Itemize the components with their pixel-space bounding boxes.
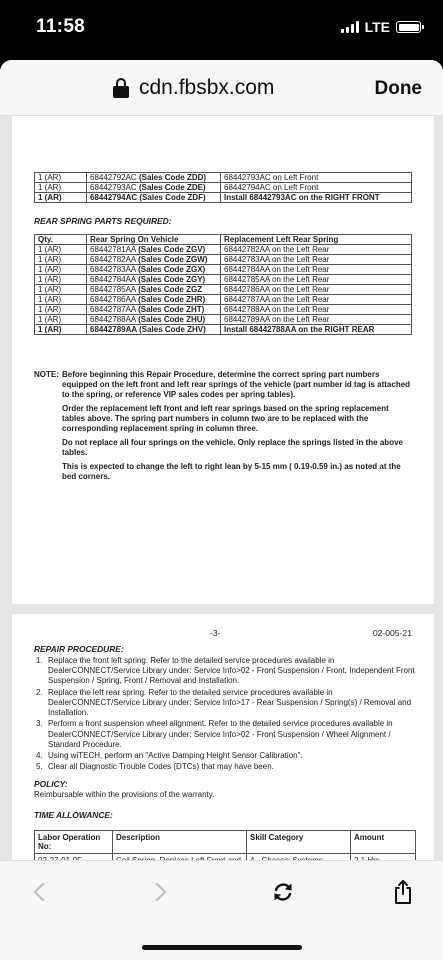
address-field[interactable]: [113, 76, 274, 100]
qty-cell: 1 (AR): [35, 265, 87, 275]
share-button[interactable]: [388, 877, 418, 907]
replacement-cell: 68442788AA on the Left Rear: [221, 305, 412, 315]
replacement-cell: Install 68442793AC on the RIGHT FRONT: [221, 193, 412, 203]
policy-title: POLICY:: [34, 779, 68, 789]
table-row: [35, 305, 412, 315]
qty-cell: 1 (AR): [35, 183, 87, 193]
network-label: LTE: [364, 19, 390, 35]
replacement-cell: 68442793AC on Left Front: [221, 173, 412, 183]
part-cell: [87, 265, 221, 275]
document-page: [12, 116, 434, 604]
qty-cell: 1 (AR): [35, 275, 87, 285]
done-button[interactable]: Done: [374, 78, 422, 99]
repair-step: 4. Using wiTECH, perform an "Active Damping Height Sensor Calibration".: [36, 751, 303, 761]
reload-icon: [272, 881, 294, 903]
table-row: [35, 275, 412, 285]
note-paragraph: Do not replace all four springs on the vehicle. Only replace the springs listed in the above tables.: [62, 438, 403, 457]
table-row: [35, 193, 412, 203]
browser-sheet: [0, 60, 443, 960]
header-cell: Skill Category: [247, 831, 351, 854]
replacement-cell: 68442786AA on the Left Rear: [221, 285, 412, 295]
part-number: 68442793AC: [90, 183, 137, 192]
part-number: 68442792AC: [90, 173, 137, 182]
part-number: 68442794AC: [90, 193, 138, 202]
table-row: [35, 255, 412, 265]
header-cell: Replacement Left Rear Spring: [221, 235, 412, 245]
repair-step: 2. Replace the left rear spring. Refer to the detailed service procedures available in DealerCONNECT/Service Library under: Service Info>17 - Rear Suspension / Spring(s) / Removal and Installation.: [36, 687, 412, 718]
part-cell: [87, 173, 221, 183]
part-cell: [87, 285, 221, 295]
part-number: 68442782AA: [90, 255, 136, 264]
sales-code: (Sales Code ZHU): [138, 315, 206, 324]
sales-code: (Sales Code ZGZ: [138, 285, 203, 294]
part-cell: [87, 193, 221, 203]
replacement-cell: 68442782AA on the Left Rear: [221, 245, 412, 255]
part-cell: [87, 325, 221, 335]
part-cell: [87, 255, 221, 265]
signal-icon: [341, 21, 359, 33]
note-paragraph: Order the replacement left front and left rear springs based on the spring replacement tables above. The spring part numbers in column two are to be replaced with the corresponding replacement spring in column three.: [62, 404, 389, 433]
note-label: NOTE:: [34, 370, 59, 379]
note-paragraph: Before beginning this Repair Procedure, determine the correct spring part numbers equipped on the left front and left rear springs of the vehicle (part number id tag is attached to the spring, or reference VIP sales codes per spring tables).: [62, 370, 411, 399]
replacement-cell: 68442789AA on the Left Rear: [221, 315, 412, 325]
qty-cell: 1 (AR): [35, 295, 87, 305]
document-number: 02-005-21: [372, 628, 412, 638]
chevron-left-icon: [32, 882, 46, 902]
replacement-cell: 68442785AA on the Left Rear: [221, 275, 412, 285]
table-row: [35, 183, 412, 193]
policy-text: Reimbursable within the provisions of the warranty.: [34, 790, 215, 799]
table-header-row: [35, 831, 416, 854]
repair-step: 5. Clear all Diagnostic Trouble Codes (DTCs) that may have been.: [36, 762, 274, 772]
home-indicator[interactable]: [142, 945, 302, 950]
replacement-cell: Install 68442788AA on the RIGHT REAR: [221, 325, 412, 335]
table-row: [35, 265, 412, 275]
sales-code: (Sales Code ZGW): [138, 255, 208, 264]
replacement-cell: 68442787AA on the Left Rear: [221, 295, 412, 305]
header-cell: Labor Operation No:: [35, 831, 113, 854]
table-header-row: [35, 235, 412, 245]
forward-button[interactable]: [146, 877, 176, 907]
qty-cell: 1 (AR): [35, 325, 87, 335]
part-number: 68442786AA: [90, 295, 136, 304]
table-row: [35, 245, 412, 255]
header-cell: Description: [113, 831, 247, 854]
sales-code: (Sales Code ZHR): [138, 295, 206, 304]
sales-code: (Sales Code ZGY): [138, 275, 206, 284]
note-block: [34, 370, 414, 486]
note-paragraph: This is expected to change the left to right lean by 5-15 mm ( 0.19-0.59 in.) as noted at the bed corners.: [62, 462, 401, 481]
repair-step: 3. Perform a front suspension wheel alignment. Refer to the detailed service procedures available in DealerCONNECT/Service Library under: Service Info>02 - Front Suspension / Wheel Alignment / Standard Procedure.: [36, 719, 393, 749]
replacement-cell: 68442794AC on Left Front: [221, 183, 412, 193]
table-row: [35, 285, 412, 295]
replacement-cell: 68442784AA on the Left Rear: [221, 265, 412, 275]
header-cell: Rear Spring On Vehicle: [87, 235, 221, 245]
table-row: [35, 173, 412, 183]
page-number: -3-: [210, 628, 221, 638]
part-cell: [87, 275, 221, 285]
reload-button[interactable]: [268, 877, 298, 907]
part-number: 68442788AA: [90, 315, 136, 324]
share-icon: [393, 879, 413, 905]
part-number: 68442783AA: [90, 265, 136, 274]
chevron-right-icon: [154, 882, 168, 902]
status-indicators: [341, 19, 421, 35]
front-spring-table: [34, 172, 412, 203]
sales-code: (Sales Code ZDF): [139, 193, 206, 202]
qty-cell: 1 (AR): [35, 173, 87, 183]
browser-toolbar: [0, 860, 443, 960]
qty-cell: 1 (AR): [35, 255, 87, 265]
header-cell: Qty.: [35, 235, 87, 245]
sales-code: (Sales Code ZHT): [138, 305, 205, 314]
qty-cell: 1 (AR): [35, 245, 87, 255]
part-number: 68442784AA: [90, 275, 136, 284]
table-row: [35, 315, 412, 325]
part-number: 68442781AA: [90, 245, 136, 254]
battery-fill: [399, 24, 419, 31]
qty-cell: 1 (AR): [35, 193, 87, 203]
repair-step: 1. Replace the front left spring. Refer to the detailed service procedures available in DealerCONNECT/Service Library under: Service Info>02 - Front Suspension / Front, Independent Front Suspension / Spring, Front / Removal and Installation.: [36, 656, 415, 686]
sales-code: (Sales Code ZDD): [138, 173, 207, 182]
url-bar: [0, 60, 443, 116]
part-number: 68442787AA: [90, 305, 136, 314]
qty-cell: 1 (AR): [35, 315, 87, 325]
part-cell: [87, 315, 221, 325]
lock-icon: [113, 78, 129, 98]
battery-icon: [396, 21, 421, 33]
sales-code: (Sales Code ZHV): [139, 325, 206, 334]
rear-spring-table: [34, 234, 412, 335]
part-number: 68442785AA: [90, 285, 136, 294]
table-row: [35, 325, 412, 335]
part-number: 68442789AA: [90, 325, 137, 334]
part-cell: [87, 183, 221, 193]
repair-steps: [34, 656, 416, 774]
status-bar: [0, 0, 443, 56]
replacement-cell: 68442783AA on the Left Rear: [221, 255, 412, 265]
back-button[interactable]: [24, 877, 54, 907]
qty-cell: 1 (AR): [35, 285, 87, 295]
sales-code: (Sales Code ZGX): [138, 265, 206, 274]
sales-code: (Sales Code ZDE): [138, 183, 206, 192]
part-cell: [87, 295, 221, 305]
url-text: cdn.fbsbx.com: [139, 76, 275, 99]
part-cell: [87, 305, 221, 315]
time-allowance-title: TIME ALLOWANCE:: [34, 810, 113, 820]
document-viewer[interactable]: [0, 116, 443, 916]
rear-section-title: REAR SPRING PARTS REQUIRED:: [34, 216, 172, 226]
status-time: 11:58: [36, 16, 86, 37]
table-row: [35, 295, 412, 305]
sales-code: (Sales Code ZGV): [138, 245, 206, 254]
header-cell: Amount: [351, 831, 416, 854]
part-cell: [87, 245, 221, 255]
repair-procedure-title: REPAIR PROCEDURE:: [34, 644, 124, 654]
qty-cell: 1 (AR): [35, 305, 87, 315]
